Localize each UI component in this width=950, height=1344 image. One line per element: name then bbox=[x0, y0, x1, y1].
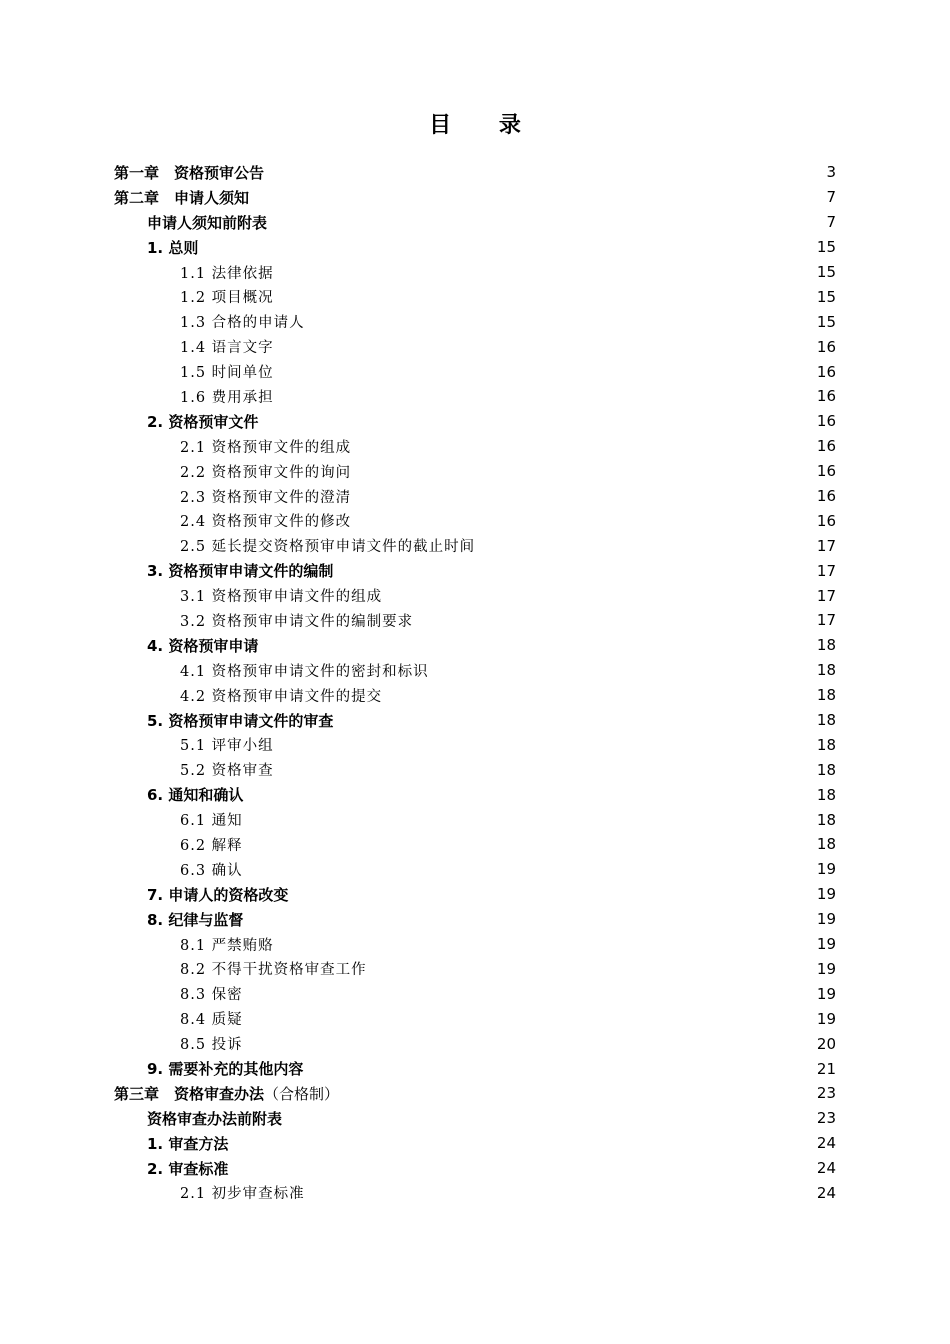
toc-entry-title: 2.2 资格预审文件的询问 bbox=[180, 464, 352, 481]
toc-entry-label bbox=[180, 660, 429, 681]
toc-entry-label bbox=[180, 286, 274, 307]
toc-entry-title: 7. 申请人的资格改变 bbox=[147, 885, 289, 904]
toc-entry-title: 申请人须知前附表 bbox=[147, 213, 268, 232]
toc-entry-page-number: 18 bbox=[816, 735, 836, 754]
toc-entry-title: 第二章 申请人须知 bbox=[114, 188, 250, 207]
toc-entry-title: 1.4 语言文字 bbox=[180, 340, 274, 357]
toc-entry-page-number: 18 bbox=[816, 686, 836, 705]
toc-entry[interactable] bbox=[114, 284, 836, 309]
toc-entry-title: 8. 纪律与监督 bbox=[147, 910, 244, 929]
toc-entry-title: 1. 审查方法 bbox=[147, 1134, 229, 1153]
toc-entry-page-number: 16 bbox=[816, 387, 836, 406]
toc-entry-label bbox=[180, 510, 351, 531]
toc-entry[interactable] bbox=[114, 782, 836, 807]
toc-entry[interactable] bbox=[114, 907, 836, 932]
toc-entry[interactable] bbox=[114, 1081, 836, 1106]
toc-entry-page-number: 17 bbox=[816, 536, 836, 555]
toc-entry-title: 2.4 资格预审文件的修改 bbox=[180, 514, 352, 531]
toc-entry-title: 8.5 投诉 bbox=[180, 1037, 243, 1054]
toc-entry-page-number: 19 bbox=[816, 910, 836, 929]
toc-entry-page-number: 16 bbox=[816, 337, 836, 356]
toc-entry-label bbox=[147, 784, 243, 805]
toc-entry[interactable] bbox=[114, 185, 836, 210]
toc-entry-page-number: 16 bbox=[816, 437, 836, 456]
toc-entry-title: 第三章 资格审查办法 bbox=[114, 1084, 265, 1103]
toc-entry[interactable] bbox=[114, 832, 836, 857]
toc-entry-label bbox=[180, 859, 243, 880]
toc-entry[interactable] bbox=[114, 359, 836, 384]
toc-entry-title: 8.4 质疑 bbox=[180, 1012, 243, 1029]
toc-entry[interactable] bbox=[114, 658, 836, 683]
toc-entry-label bbox=[180, 934, 274, 955]
toc-entry[interactable] bbox=[114, 235, 836, 260]
toc-entry-title: 5.1 评审小组 bbox=[180, 738, 274, 755]
toc-entry-page-number: 18 bbox=[816, 661, 836, 680]
toc-entry-title: 3.1 资格预审申请文件的组成 bbox=[180, 589, 383, 606]
toc-entry-title: 9. 需要补充的其他内容 bbox=[147, 1060, 304, 1078]
toc-entry[interactable] bbox=[114, 757, 836, 782]
toc-entry-title: 3. 资格预审申请文件的编制 bbox=[147, 562, 334, 581]
toc-entry-page-number: 18 bbox=[816, 810, 836, 829]
toc-entry[interactable] bbox=[114, 1031, 836, 1056]
toc-entry[interactable] bbox=[114, 533, 836, 558]
page-title: 目 录 bbox=[429, 113, 541, 138]
toc-entry[interactable] bbox=[114, 807, 836, 832]
toc-entry[interactable] bbox=[114, 732, 836, 757]
toc-entry[interactable] bbox=[114, 1106, 836, 1131]
toc-entry-page-number: 15 bbox=[816, 287, 836, 306]
toc-entry[interactable] bbox=[114, 1006, 836, 1031]
toc-entry-label bbox=[147, 1108, 282, 1129]
toc-entry-title: 3.2 资格预审申请文件的编制要求 bbox=[180, 613, 414, 630]
toc-entry-label bbox=[147, 212, 267, 233]
toc-entry-page-number: 16 bbox=[816, 362, 836, 381]
toc-entry-page-number: 15 bbox=[816, 238, 836, 257]
toc-entry-label bbox=[180, 585, 382, 606]
toc-entry-label bbox=[114, 187, 249, 208]
toc-entry[interactable] bbox=[114, 334, 836, 359]
toc-entry-page-number: 16 bbox=[816, 487, 836, 506]
toc-entry[interactable] bbox=[114, 857, 836, 882]
toc-entry-page-number: 21 bbox=[816, 1059, 836, 1078]
toc-entry-label bbox=[180, 436, 351, 457]
toc-entry-label bbox=[180, 1033, 243, 1054]
toc-entry-title: 4. 资格预审申请 bbox=[147, 636, 259, 655]
toc-entry-label bbox=[180, 311, 305, 332]
toc-entry[interactable] bbox=[114, 309, 836, 334]
toc-entry-label bbox=[147, 411, 258, 432]
toc-entry[interactable] bbox=[114, 957, 836, 982]
toc-entry[interactable] bbox=[114, 1131, 836, 1156]
toc-entry-title: 5. 资格预审申请文件的审查 bbox=[147, 711, 334, 730]
toc-entry-label bbox=[180, 336, 274, 357]
toc-entry-title: 4.2 资格预审申请文件的提交 bbox=[180, 688, 383, 705]
toc-entry-page-number: 7 bbox=[826, 188, 836, 207]
table-of-contents bbox=[114, 160, 836, 1205]
toc-entry-label bbox=[147, 884, 288, 905]
toc-entry-label bbox=[147, 710, 333, 731]
toc-entry-page-number: 18 bbox=[816, 785, 836, 804]
toc-entry-page-number: 24 bbox=[816, 1183, 836, 1202]
toc-entry[interactable] bbox=[114, 683, 836, 708]
toc-entry-page-number: 15 bbox=[816, 263, 836, 281]
toc-entry-page-number: 19 bbox=[816, 860, 836, 879]
toc-entry-title: 1.2 项目概况 bbox=[180, 290, 274, 307]
toc-entry[interactable] bbox=[114, 633, 836, 658]
toc-entry[interactable] bbox=[114, 1056, 836, 1081]
toc-entry-title: 2.3 资格预审文件的澄清 bbox=[180, 489, 352, 506]
toc-entry[interactable] bbox=[114, 384, 836, 409]
toc-entry-title: 资格审查办法前附表 bbox=[147, 1109, 283, 1128]
toc-entry[interactable] bbox=[114, 1181, 836, 1206]
toc-entry-label bbox=[180, 834, 243, 855]
toc-entry-label bbox=[147, 560, 333, 581]
toc-entry-title: 8.2 不得干扰资格审查工作 bbox=[180, 962, 367, 979]
toc-entry-label bbox=[180, 610, 413, 631]
toc-entry[interactable] bbox=[114, 608, 836, 633]
toc-entry-page-number: 17 bbox=[816, 586, 836, 605]
toc-entry[interactable] bbox=[114, 210, 836, 235]
toc-entry-page-number: 18 bbox=[816, 636, 836, 655]
toc-entry-page-number: 16 bbox=[816, 412, 836, 431]
toc-entry-label bbox=[180, 685, 382, 706]
toc-entry-label bbox=[180, 361, 274, 382]
toc-entry-label bbox=[180, 809, 243, 830]
toc-entry[interactable] bbox=[114, 459, 836, 484]
toc-entry-page-number: 16 bbox=[816, 511, 836, 530]
toc-entry-page-number: 15 bbox=[816, 312, 836, 331]
toc-entry-label bbox=[114, 1083, 339, 1104]
toc-entry[interactable] bbox=[114, 484, 836, 509]
toc-entry-label bbox=[180, 759, 274, 780]
toc-entry-label bbox=[180, 1182, 305, 1203]
toc-entry[interactable] bbox=[114, 508, 836, 533]
toc-entry[interactable] bbox=[114, 558, 836, 583]
toc-entry-label bbox=[180, 262, 274, 283]
toc-entry[interactable] bbox=[114, 160, 836, 185]
toc-entry[interactable] bbox=[114, 434, 836, 459]
toc-entry-title: 8.1 严禁贿赂 bbox=[180, 937, 274, 954]
toc-entry-label bbox=[180, 386, 274, 407]
toc-entry[interactable] bbox=[114, 882, 836, 907]
toc-entry-label bbox=[147, 909, 243, 930]
toc-entry-page-number: 19 bbox=[816, 959, 836, 978]
toc-entry-page-number: 7 bbox=[826, 213, 836, 232]
toc-entry-title: 6. 通知和确认 bbox=[147, 786, 244, 805]
toc-entry-label bbox=[147, 1058, 303, 1079]
toc-entry-label bbox=[114, 162, 264, 183]
toc-entry-page-number: 24 bbox=[816, 1159, 836, 1178]
toc-entry-title: 1. 总则 bbox=[147, 238, 199, 257]
toc-entry-page-number: 19 bbox=[816, 1009, 836, 1028]
toc-entry[interactable] bbox=[114, 409, 836, 434]
toc-entry[interactable] bbox=[114, 981, 836, 1006]
toc-entry[interactable] bbox=[114, 260, 836, 285]
toc-entry-suffix: （合格制） bbox=[264, 1084, 340, 1103]
toc-entry-title: 8.3 保密 bbox=[180, 987, 243, 1004]
toc-entry-label bbox=[180, 734, 274, 755]
toc-entry-page-number: 20 bbox=[816, 1034, 836, 1053]
toc-entry-title: 2.1 初步审查标准 bbox=[180, 1186, 305, 1203]
toc-entry-title: 2.5 延长提交资格预审申请文件的截止时间 bbox=[180, 539, 476, 556]
toc-entry-page-number: 18 bbox=[816, 835, 836, 854]
toc-entry-title: 6.3 确认 bbox=[180, 862, 243, 879]
toc-entry-page-number: 19 bbox=[816, 885, 836, 904]
toc-entry-title: 1.5 时间单位 bbox=[180, 365, 274, 382]
toc-entry-title: 6.1 通知 bbox=[180, 813, 243, 830]
toc-entry-page-number: 16 bbox=[816, 462, 836, 481]
toc-entry-title: 2.1 资格预审文件的组成 bbox=[180, 439, 352, 456]
toc-entry-page-number: 19 bbox=[816, 935, 836, 954]
toc-entry-label bbox=[147, 635, 258, 656]
toc-entry-page-number: 23 bbox=[816, 1084, 836, 1103]
toc-entry-title: 1.3 合格的申请人 bbox=[180, 315, 305, 332]
toc-entry-label bbox=[147, 1158, 228, 1179]
toc-entry-title: 1.6 费用承担 bbox=[180, 389, 274, 406]
toc-entry-title: 1.1 法律依据 bbox=[180, 265, 274, 282]
toc-entry[interactable] bbox=[114, 932, 836, 957]
toc-entry-label bbox=[147, 1133, 228, 1154]
toc-entry-page-number: 17 bbox=[816, 611, 836, 630]
toc-entry-page-number: 18 bbox=[816, 711, 836, 730]
toc-entry-title: 4.1 资格预审申请文件的密封和标识 bbox=[180, 663, 429, 680]
toc-entry-label bbox=[180, 958, 367, 979]
toc-entry-title: 2. 资格预审文件 bbox=[147, 412, 259, 431]
toc-entry[interactable] bbox=[114, 583, 836, 608]
toc-entry-page-number: 18 bbox=[816, 760, 836, 779]
toc-entry-title: 5.2 资格审查 bbox=[180, 763, 274, 780]
toc-entry-label bbox=[180, 1008, 243, 1029]
toc-entry-page-number: 23 bbox=[816, 1109, 836, 1128]
toc-entry-title: 2. 审查标准 bbox=[147, 1159, 229, 1178]
toc-entry-page-number: 3 bbox=[826, 163, 836, 182]
toc-entry-title: 6.2 解释 bbox=[180, 837, 243, 854]
toc-entry-label bbox=[147, 237, 198, 258]
toc-entry-label bbox=[180, 983, 243, 1004]
toc-entry-page-number: 19 bbox=[816, 984, 836, 1003]
toc-entry-title: 第一章 资格预审公告 bbox=[114, 163, 265, 182]
toc-entry-page-number: 17 bbox=[816, 561, 836, 580]
toc-entry-label bbox=[180, 486, 351, 507]
toc-entry[interactable] bbox=[114, 1156, 836, 1181]
toc-entry-page-number: 24 bbox=[816, 1134, 836, 1153]
toc-entry-label bbox=[180, 461, 351, 482]
toc-entry-label bbox=[180, 535, 475, 556]
toc-entry[interactable] bbox=[114, 708, 836, 733]
